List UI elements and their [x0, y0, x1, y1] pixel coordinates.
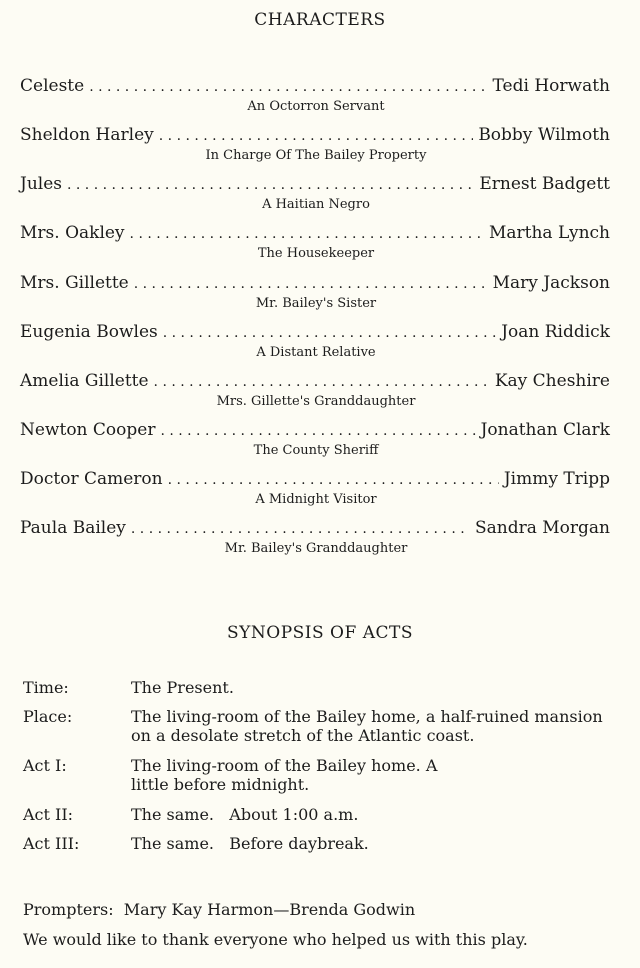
leader-dots [154, 374, 490, 390]
character-name: Sheldon Harley [20, 125, 154, 145]
synopsis-text: The living-room of the Bailey home, a half-ruined mansion on a desolate stretch of the Atlantic coast. [131, 707, 603, 745]
leader-dots [160, 423, 475, 439]
role-description: The County Sheriff [253, 443, 379, 458]
synopsis-label: Act II: [23, 805, 74, 824]
actor-name: Jonathan Clark [480, 420, 610, 440]
character-name: Celeste [20, 76, 85, 96]
synopsis-text: The living-room of the Bailey home. A little before midnight. [131, 756, 438, 794]
cast-row [20, 76, 610, 96]
cast-row [20, 125, 610, 145]
actor-name: Kay Cheshire [494, 371, 610, 391]
synopsis-label: Place: [23, 707, 73, 726]
character-name: Eugenia Bowles [20, 322, 158, 342]
character-name: Doctor Cameron [20, 469, 163, 489]
role-description: A Distant Relative [256, 345, 376, 360]
character-name: Jules [20, 174, 62, 194]
actor-name: Jimmy Tripp [503, 469, 610, 489]
actor-name: Sandra Morgan [474, 518, 610, 538]
role-description: A Haitian Negro [262, 197, 370, 212]
synopsis-text: The Present. [131, 678, 234, 697]
synopsis-label: Time: [23, 678, 69, 697]
prompters-line: Prompters: Mary Kay Harmon—Brenda Godwin [23, 900, 416, 919]
leader-dots [163, 325, 496, 341]
synopsis-label: Act III: [23, 834, 80, 853]
cast-row [20, 518, 610, 538]
synopsis-label: Act I: [23, 756, 67, 775]
character-name: Paula Bailey [20, 518, 126, 538]
character-name: Mrs. Gillette [20, 273, 129, 293]
leader-dots [134, 276, 488, 292]
synopsis-text: The same. About 1:00 a.m. [131, 805, 359, 824]
characters-heading: CHARACTERS [254, 10, 386, 30]
leader-dots [89, 79, 487, 95]
cast-row [20, 174, 610, 194]
leader-dots [130, 226, 484, 242]
role-description: The Housekeeper [257, 246, 375, 261]
synopsis-text: The same. Before daybreak. [131, 834, 369, 853]
leader-dots [67, 177, 474, 193]
leader-dots [159, 128, 474, 144]
synopsis-heading: SYNOPSIS OF ACTS [227, 623, 413, 643]
actor-name: Joan Riddick [501, 322, 610, 342]
cast-row [20, 273, 610, 293]
character-name: Amelia Gillette [20, 371, 149, 391]
actor-name: Martha Lynch [488, 223, 610, 243]
cast-row [20, 420, 610, 440]
character-name: Newton Cooper [20, 420, 156, 440]
thanks-line: We would like to thank everyone who helped us with this play. [23, 930, 528, 949]
role-description: An Octorron Servant [247, 99, 385, 114]
actor-name: Tedi Horwath [492, 76, 610, 96]
role-description: Mr. Bailey's Granddaughter [224, 541, 408, 556]
character-name: Mrs. Oakley [20, 223, 125, 243]
actor-name: Bobby Wilmoth [478, 125, 610, 145]
role-description: A Midnight Visitor [255, 492, 377, 507]
leader-dots [168, 472, 499, 488]
cast-row [20, 469, 610, 489]
cast-row [20, 371, 610, 391]
role-description: In Charge Of The Bailey Property [205, 148, 427, 163]
cast-row [20, 322, 610, 342]
role-description: Mr. Bailey's Sister [255, 296, 377, 311]
leader-dots [131, 521, 470, 537]
actor-name: Mary Jackson [492, 273, 610, 293]
actor-name: Ernest Badgett [479, 174, 610, 194]
cast-row [20, 223, 610, 243]
role-description: Mrs. Gillette's Granddaughter [216, 394, 416, 409]
